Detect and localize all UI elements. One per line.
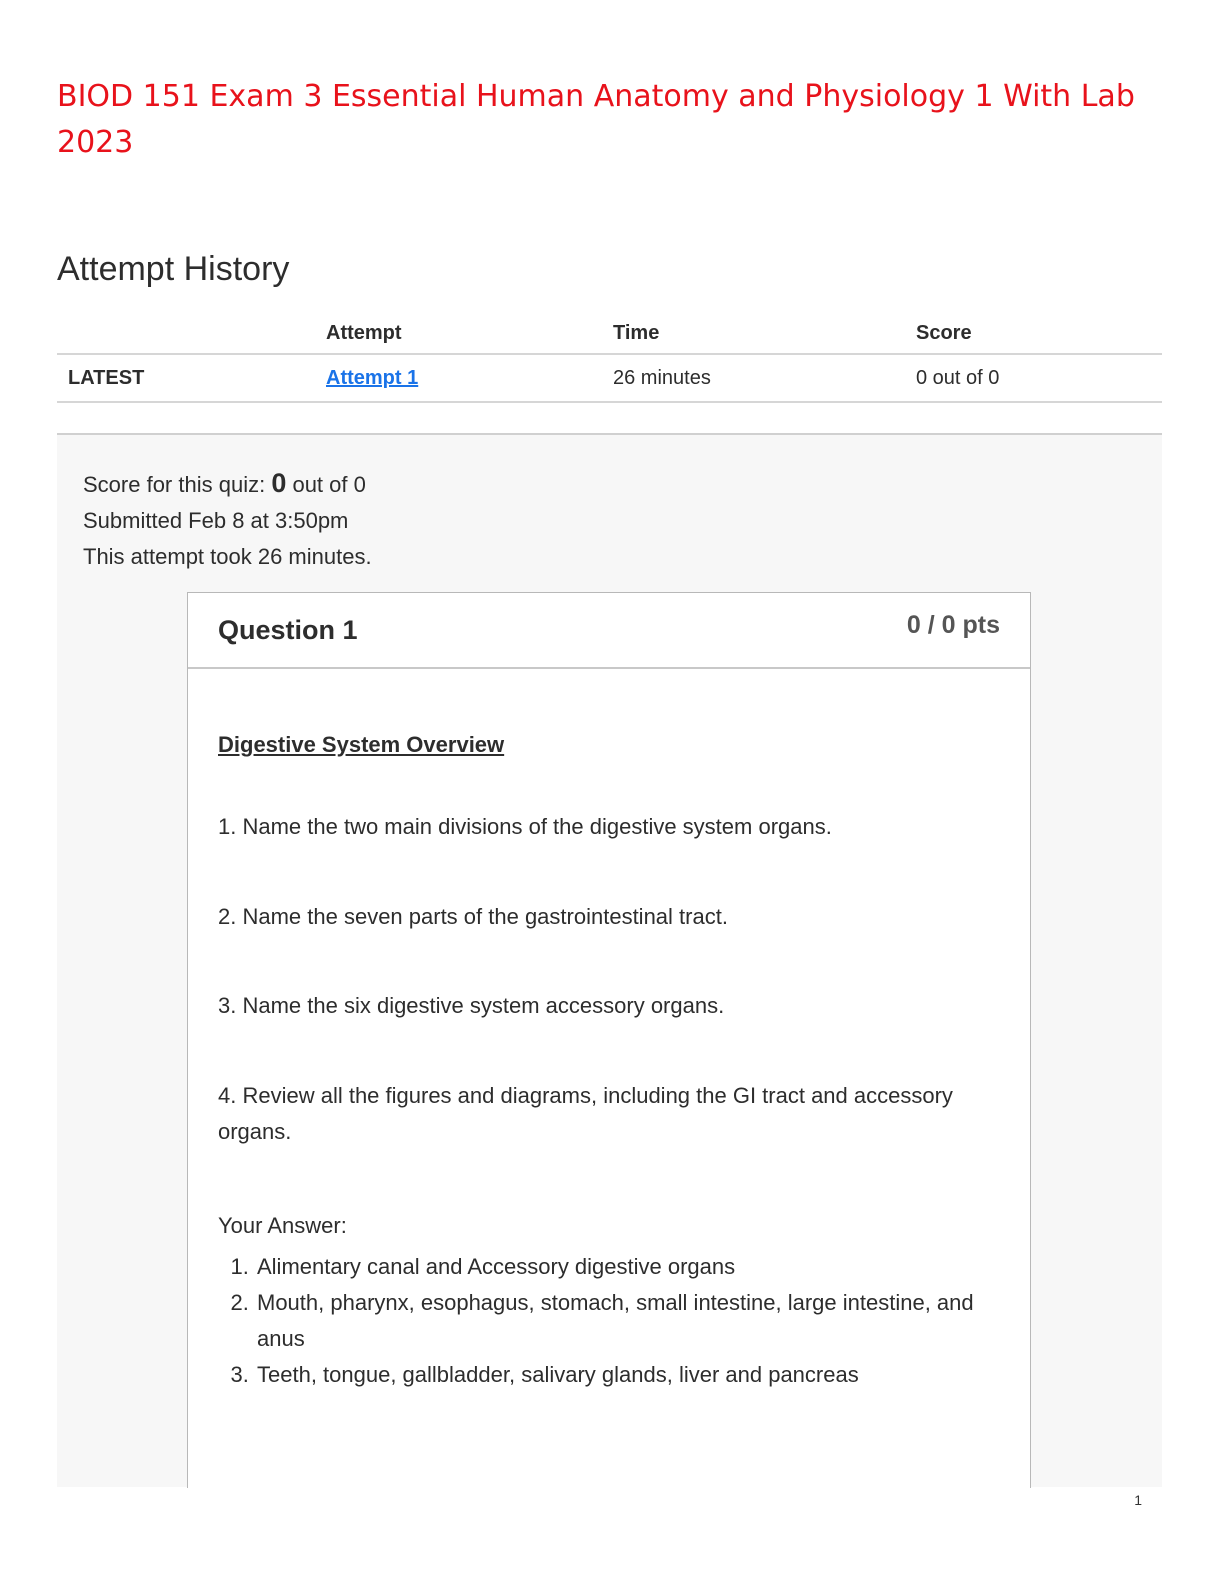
- answer-label: Your Answer:: [218, 1213, 347, 1238]
- question-item: 2. Name the seven parts of the gastrointestinal tract.: [218, 904, 728, 929]
- score-prefix: Score for this quiz:: [83, 472, 272, 497]
- answer-item: 1. Alimentary canal and Accessory digestive organs: [255, 1249, 1015, 1285]
- submitted-text: Submitted Feb 8 at 3:50pm: [83, 508, 349, 533]
- question-points: 0 / 0 pts: [906, 611, 1000, 639]
- attempt-1-link[interactable]: Attempt 1: [326, 366, 419, 389]
- latest-label: LATEST: [57, 354, 326, 402]
- score-suffix: out of 0: [286, 472, 366, 497]
- score-value: 0: [271, 468, 287, 498]
- column-header-time: Time: [613, 313, 916, 354]
- attempt-history-table: [57, 313, 1162, 403]
- time-cell: 26 minutes: [613, 354, 916, 402]
- question-item: 3. Name the six digestive system accessory organs.: [218, 993, 725, 1018]
- question-item: 4. Review all the figures and diagrams, including the GI tract and accessory organs.: [218, 1083, 953, 1144]
- quiz-results-panel: [57, 433, 1162, 1487]
- score-cell: 0 out of 0: [916, 354, 1162, 402]
- attempt-cell: [326, 354, 613, 402]
- answer-item: 3. Teeth, tongue, gallbladder, salivary glands, liver and pancreas: [255, 1357, 1015, 1393]
- answer-list: [218, 1249, 1015, 1393]
- question-item: 1. Name the two main divisions of the digestive system organs.: [218, 814, 832, 839]
- table-row: [57, 354, 1162, 402]
- question-header: [188, 593, 1030, 669]
- quiz-summary: [83, 465, 372, 575]
- duration-text: This attempt took 26 minutes.: [83, 544, 372, 569]
- question-title: Question 1: [218, 615, 358, 645]
- column-header-label: [57, 313, 326, 354]
- question-card: [187, 592, 1031, 1488]
- attempt-history-heading: Attempt History: [57, 250, 290, 288]
- column-header-score: Score: [916, 313, 1162, 354]
- column-header-attempt: Attempt: [326, 313, 613, 354]
- document-title: BIOD 151 Exam 3 Essential Human Anatomy and Physiology 1 With Lab 2023: [57, 79, 1135, 160]
- table-header-row: [57, 313, 1162, 354]
- question-heading: Digestive System Overview: [218, 732, 505, 757]
- answer-item: 2. Mouth, pharynx, esophagus, stomach, small intestine, large intestine, and anus: [255, 1285, 1015, 1357]
- quiz-score: [83, 465, 372, 503]
- page-number: 1: [1134, 1492, 1142, 1508]
